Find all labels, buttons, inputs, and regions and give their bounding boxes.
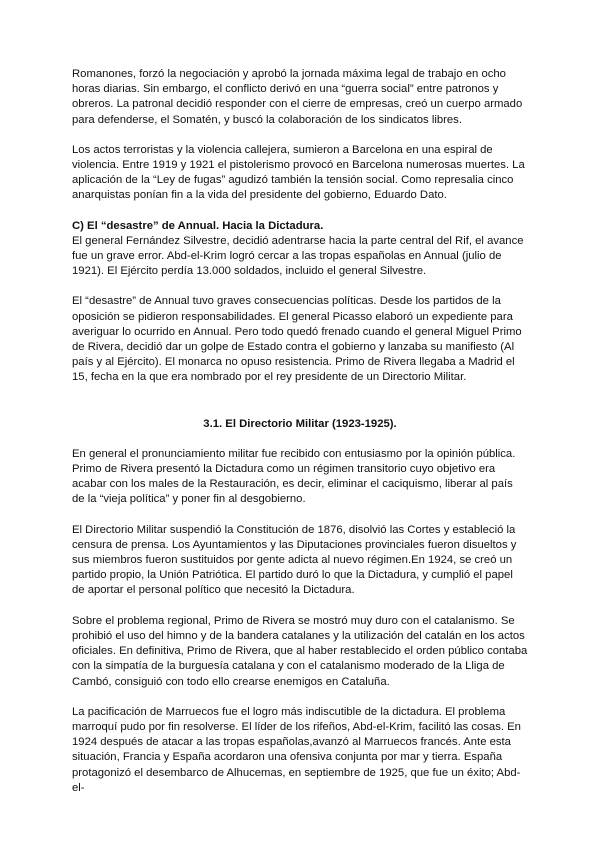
- paragraph-pistolerismo: Los actos terroristas y la violencia callejera, sumieron a Barcelona en una espiral de violencia. Entre 1919 y 1921 el pistolerismo provocó en Barcelona numerosas muertes. La aplicación de la “Ley de fugas” agudizó también la tensión social. Como represalia cinco anarquistas ponían fin a la vida del presidente del gobierno, Eduardo Dato.: [72, 143, 525, 202]
- paragraph-pronunciamiento: En general el pronunciamiento militar fue recibido con entusiasmo por la opinión pública. Primo de Rivera presentó la Dictadura como un régimen transitorio cuyo objetivo era acabar con los males de la Restauración, es decir, eliminar el caciquismo, liberar al país de la “vieja política” y poner fin al desgobierno.: [72, 447, 516, 506]
- spacer: [72, 386, 528, 417]
- paragraph-somaten: Romanones, forzó la negociación y aprobó la jornada máxima legal de trabajo en ocho horas diarias. Sin embargo, el conflicto derivó en una “guerra social” entre patronos y obreros. La patronal decidió responder con el cierre de empresas, creó un cuerpo armado para defenderse, el Somatén, y buscó la colaboración de los sindicatos libres.: [72, 68, 523, 126]
- section-heading-annual: C) El “desastre” de Annual. Hacia la Dictadura.: [72, 219, 324, 232]
- document-page: [72, 67, 528, 796]
- paragraph-annual-battle: El general Fernández Silvestre, decidió adentrarse hacia la parte central del Rif, el avance fue un grave error. Abd-el-Krim logró cercar a las tropas españolas en Annual (julio de 1921). El Ejército perdía 13.000 soldados, incluido el general Silvestre.: [72, 234, 524, 278]
- paragraph-annual-consequences: El “desastre” de Annual tuvo graves consecuencias políticas. Desde los partidos de la oposición se pidieron responsabilidades. El general Picasso elaboró un expediente para averiguar lo ocurrido en Annual. Pero todo quedó frenado cuando el general Miguel Primo de Rivera, decidió dar un golpe de Estado contra el gobierno y lanzaba su manifiesto (Al país y al Ejército). El monarca no opuso resistencia. Primo de Rivera llegaba a Madrid el 15, fecha en la que era nombrado por el rey presidente de un Directorio Militar.: [72, 295, 522, 384]
- paragraph-marruecos: La pacificación de Marruecos fue el logro más indiscutible de la dictadura. El problema marroquí pudo por fin resolverse. El líder de los rifeños, Abd-el-Krim, facilitó las cosas. En 1924 después de atacar a las tropas españolas,avanzó al Marruecos francés. Ante esta situación, Francia y España acordaron una ofensiva conjunta por mar y tierra. España protagonizó el desembarco de Alhucemas, en septiembre de 1925, que fue un éxito; Abd-el-: [72, 705, 521, 794]
- paragraph-catalanismo: Sobre el problema regional, Primo de Rivera se mostró muy duro con el catalanismo. Se prohibió el uso del himno y de la bandera catalanes y la utilización del catalán en los actos oficiales. En definitiva, Primo de Rivera, que al haber restablecido el orden público contaba con la simpatía de la burguesía catalana y con el catalanismo moderado de la Lliga de Cambó, consiguió con todo ello crearse enemigos en Cataluña.: [72, 614, 528, 688]
- section-annual: [72, 219, 528, 280]
- paragraph-directorio-measures: El Directorio Militar suspendió la Constitución de 1876, disolvió las Cortes y estableció la censura de prensa. Los Ayuntamientos y las Diputaciones provinciales fueron disueltos y sus miembros fueron sustituidos por gente adicta al nuevo régimen.En 1924, se creó un partido propio, la Unión Patriótica. El partido duró lo que la Dictadura, y cumplió el papel de aportar el personal político que necesitó la Dictadura.: [72, 523, 517, 597]
- section-heading-directorio: 3.1. El Directorio Militar (1923-1925).: [203, 417, 397, 430]
